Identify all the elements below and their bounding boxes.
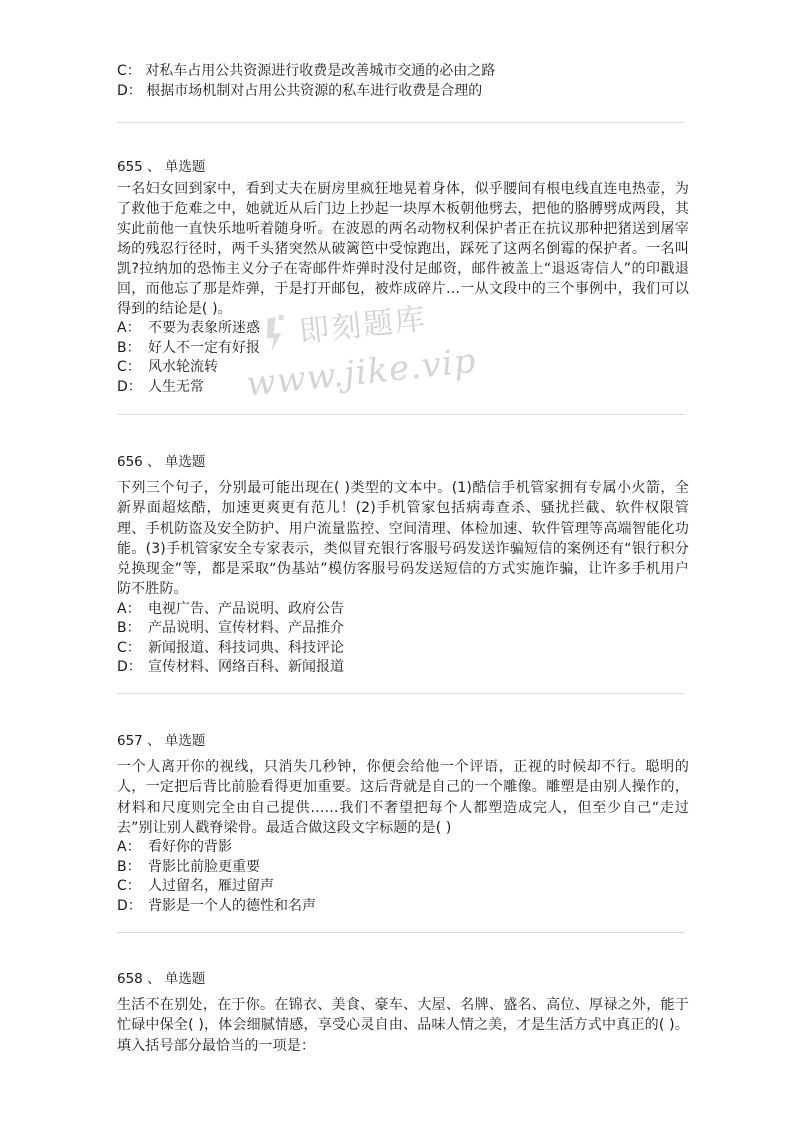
question-stem: 下列三个句子，分别最可能出现在( )类型的文本中。(1)酷信手机管家拥有专属小火箭，全新界面超炫酷，加速更爽更有范儿！(2)手机管家包括病毒查杀、骚扰拦截、软件权限管理、手机防盗及安全防护、用户流量监控、空间清理、体检加速、软件管理等高端智能化功能。(3)手机管家安全专家表示，类似冒充银行客服号码发送诈骗短信的案例还有“银行积分兑换现金”等，都是采取“伪基站”模仿客服号码发送短信的方式实施诈骗，让许多手机用户防不胜防。 <box>117 480 689 598</box>
question-stem: 一个人离开你的视线，只消失几秒钟，你便会给他一个评语，正视的时候却不行。聪明的人，一定把后背比前脸看得更加重要。这后背就是自己的一个雕像。雕塑是由别人操作的，材料和尺度则完全由自己提供……我们不奢望把每个人都塑造成完人，但至少自己“走过去”别让别人戳脊梁骨。最适合做这段文字标题的是( ) <box>117 759 689 836</box>
option-text: 背影是一个人的德性和名声 <box>148 897 316 914</box>
question-type: 单选题 <box>164 159 206 175</box>
option-text: 不要为表象所迷惑 <box>148 320 260 336</box>
question-658 <box>117 969 689 1056</box>
question-header <box>117 731 689 751</box>
option-letter: A： <box>117 839 141 856</box>
question-separator: 、 <box>147 971 161 987</box>
option-letter: B： <box>117 339 141 356</box>
question-number: 655 <box>117 159 143 175</box>
previous-question-options <box>117 61 687 101</box>
question-657 <box>117 731 689 916</box>
option-letter: D： <box>117 378 142 395</box>
question-header <box>117 157 689 177</box>
option-text: 看好你的背影 <box>148 839 232 856</box>
option-letter: C： <box>117 639 141 656</box>
option-letter: B： <box>117 620 141 637</box>
option-text: 宣传材料、网络百科、新闻报道 <box>148 659 344 676</box>
option-a[interactable] <box>117 838 689 858</box>
question-656 <box>117 452 689 678</box>
option-c[interactable] <box>117 639 689 659</box>
option-b[interactable] <box>117 858 689 878</box>
option-d[interactable] <box>117 81 687 101</box>
question-number: 657 <box>117 733 143 749</box>
option-text: 人生无常 <box>148 378 204 395</box>
option-letter: A： <box>117 600 141 617</box>
option-b[interactable] <box>117 339 689 359</box>
question-header <box>117 452 689 472</box>
option-list <box>117 600 689 678</box>
option-letter: C： <box>117 63 141 79</box>
option-text: 电视广告、产品说明、政府公告 <box>148 600 344 617</box>
option-list <box>117 838 689 916</box>
watermark-url: www.jike.vip <box>244 340 479 405</box>
option-letter: D： <box>117 659 142 676</box>
question-655 <box>117 157 689 397</box>
option-letter: C： <box>117 359 141 375</box>
question-type: 单选题 <box>164 971 206 987</box>
question-type: 单选题 <box>164 733 206 749</box>
question-stem: 一名妇女回到家中，看到丈夫在厨房里疯狂地晃着身体，似乎腰间有根电线直连电热壶，为了救他于危难之中，她就近从后门边上抄起一块厚木板朝他劈去，把他的胳膊劈成两段，其实此前他一直快乐地听着随身听。在波恩的两名动物权利保护者正在抗议那种把猪送到屠宰场的残忍行径时，两千头猪突然从破篱笆中受惊跑出，踩死了这两名倒霉的保护者。一名叫凯?拉纳加的恐怖主义分子在寄邮件炸弹时没付足邮资，邮件被盖上“退返寄信人”的印戳退回，而他忘了那是炸弹，于是打开邮包，被炸成碎片…一从文段中的三个事例中，我们可以得到的结论是( )。 <box>117 181 689 317</box>
question-type: 单选题 <box>164 454 206 470</box>
option-a[interactable] <box>117 600 689 620</box>
option-letter: B： <box>117 858 141 875</box>
option-letter: D： <box>117 897 142 914</box>
option-letter: C： <box>117 878 141 895</box>
question-stem: 生活不在别处，在于你。在锦衣、美食、豪车、大屋、名牌、盛名、高位、厚禄之外，能于忙碌中保全( )，体会细腻情感，享受心灵自由、品味人情之美，才是生活方式中真正的( )。填入括号部分最恰当的一项是： <box>117 997 689 1054</box>
option-text: 新闻报道、科技词典、科技评论 <box>148 639 344 656</box>
option-d[interactable] <box>117 897 689 917</box>
option-letter: D： <box>117 83 142 99</box>
option-text: 背影比前脸更重要 <box>148 858 260 875</box>
question-separator: 、 <box>147 454 161 470</box>
question-header <box>117 969 689 989</box>
option-b[interactable] <box>117 619 689 639</box>
option-text: 产品说明、宣传材料、产品推介 <box>148 620 344 637</box>
divider <box>117 122 685 123</box>
option-list <box>117 319 689 397</box>
option-d[interactable] <box>117 378 689 398</box>
option-text: 风水轮流转 <box>148 359 218 375</box>
question-separator: 、 <box>147 159 161 175</box>
divider <box>117 693 685 694</box>
option-c[interactable] <box>117 61 687 81</box>
watermark-title: 即刻题库 <box>297 301 429 350</box>
option-letter: A： <box>117 320 141 336</box>
option-a[interactable] <box>117 319 689 339</box>
option-text: 好人不一定有好报 <box>148 339 260 356</box>
question-number: 658 <box>117 971 143 987</box>
option-text: 根据市场机制对占用公共资源的私车进行收费是合理的 <box>146 83 483 99</box>
option-text: 人过留名，雁过留声 <box>148 878 274 895</box>
option-d[interactable] <box>117 658 689 678</box>
question-separator: 、 <box>147 733 161 749</box>
question-number: 656 <box>117 454 143 470</box>
option-c[interactable] <box>117 358 689 378</box>
option-c[interactable] <box>117 877 689 897</box>
divider <box>117 932 685 933</box>
divider <box>117 414 685 415</box>
option-text: 对私车占用公共资源进行收费是改善城市交通的必由之路 <box>145 63 496 79</box>
